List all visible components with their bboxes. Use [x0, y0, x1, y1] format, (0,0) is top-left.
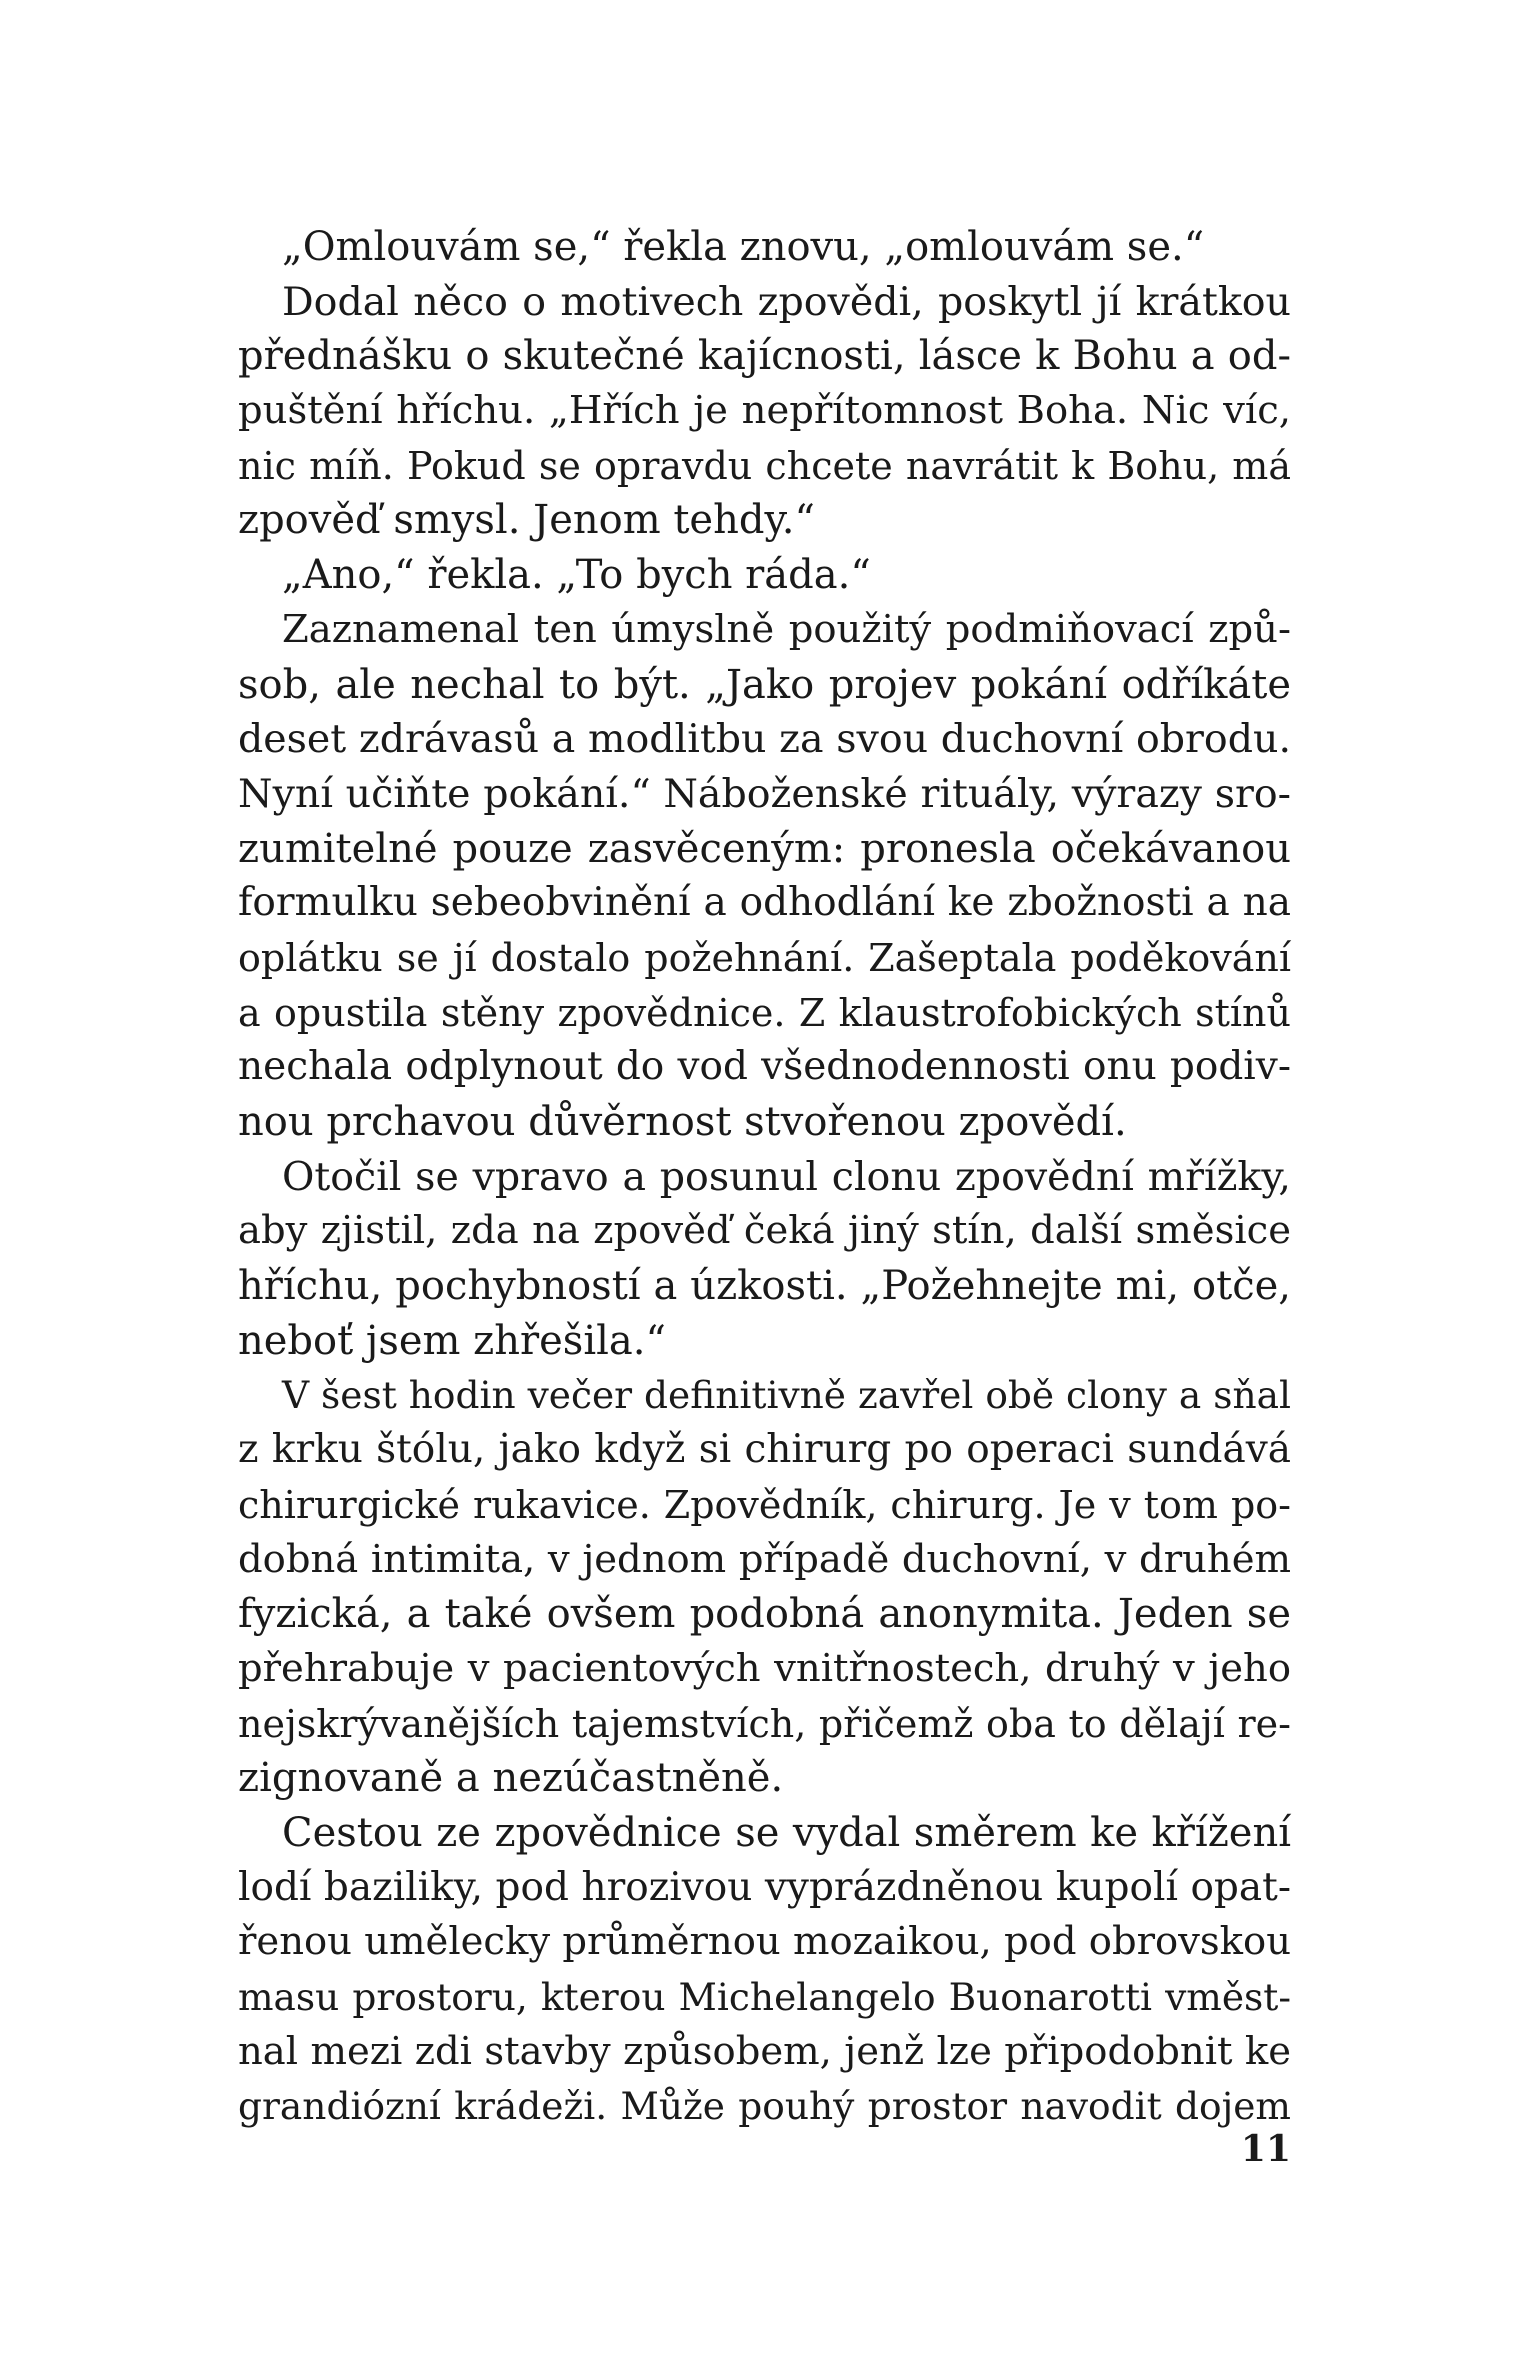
text-line: masu prostoru, kterou Michelangelo Buonarotti vměst- [238, 1975, 1291, 2019]
paragraph [238, 275, 1291, 548]
text-line: sob, ale nechal to být. „Jako projev pokání odříkáte [238, 661, 1291, 708]
text-line: řenou umělecky průměrnou mozaikou, pod obrovskou [238, 1919, 1291, 1965]
text-line: nal mezi zdi stavby způsobem, jenž lze připodobnit ke [238, 2028, 1291, 2074]
text-line: hříchu, pochybností a úzkosti. „Požehnejte mi, otče, [238, 1263, 1291, 1310]
text-line: z krku štólu, jako když si chirurg po operaci sundává [238, 1427, 1291, 1473]
text-line: zignovaně a nezúčastněně. [238, 1755, 784, 1802]
text-line: „Ano,“ řekla. „To bych ráda.“ [282, 552, 871, 599]
page-number: 11 [1240, 2128, 1291, 2170]
text-line: přednášku o skutečné kajícnosti, lásce k Bohu a od- [238, 333, 1291, 380]
text-line: oplátku se jí dostalo požehnání. Zašeptala poděkování [238, 935, 1291, 980]
paragraph [238, 603, 1291, 1150]
text-line: lodí baziliky, pod hrozivou vyprázdněnou kupolí opat- [238, 1864, 1291, 1910]
paragraph [238, 220, 1291, 275]
text-line: Otočil se vpravo a posunul clonu zpovědní mřížky, [282, 1153, 1291, 1200]
text-line: nic míň. Pokud se opravdu chcete navrátit k Bohu, má [238, 443, 1291, 488]
text-line: zpověď smysl. Jenom tehdy.“ [238, 497, 815, 544]
paragraph [238, 548, 1291, 603]
text-line: „Omlouvám se,“ řekla znovu, „omlouvám se.“ [282, 224, 1205, 270]
text-line: fyzická, a také ovšem podobná anonymita. Jeden se [238, 1591, 1291, 1638]
text-line: chirurgické rukavice. Zpovědník, chirurg. Je v tom po- [238, 1482, 1291, 1527]
paragraph [238, 1368, 1291, 1806]
text-line: nou prchavou důvěrnost stvořenou zpovědí. [238, 1099, 1127, 1145]
body-text [238, 220, 1291, 2134]
text-line: zumitelné pouze zasvěceným: pronesla očekávanou [238, 825, 1291, 872]
text-line: přehrabuje v pacientových vnitřnostech, druhý v jeho [238, 1645, 1291, 1691]
text-line: V šest hodin večer definitivně zavřel obě clony a sňal [282, 1373, 1291, 1418]
text-line: nejskrývanějších tajemstvích, přičemž oba to dělají re- [238, 1701, 1291, 1746]
text-line: Nyní učiňte pokání.“ Náboženské rituály, výrazy sro- [238, 770, 1291, 817]
paragraph [238, 1150, 1291, 1369]
text-line: deset zdrávasů a modlitbu za svou duchovní obrodu. [238, 716, 1291, 763]
text-line: Cestou ze zpovědnice se vydal směrem ke křížení [282, 1809, 1291, 1856]
text-line: aby zjistil, zda na zpověď čeká jiný stín, další směsice [238, 1208, 1291, 1254]
text-line: neboť jsem zhřešila.“ [238, 1317, 666, 1364]
text-line: Zaznamenal ten úmyslně použitý podmiňovací způ- [282, 606, 1291, 652]
text-line: formulku sebeobvinění a odhodlání ke zbožnosti a na [238, 880, 1291, 926]
text-line: grandiózní krádeži. Může pouhý prostor navodit dojem [238, 2084, 1291, 2129]
text-line: dobná intimita, v jednom případě duchovní, v druhém [238, 1536, 1291, 1582]
text-line: Dodal něco o motivech zpovědi, poskytl jí krátkou [282, 278, 1291, 325]
text-line: nechala odplynout do vod všednodennosti onu podiv- [238, 1044, 1291, 1090]
paragraph [238, 1806, 1291, 2134]
text-line: a opustila stěny zpovědnice. Z klaustrofobických stínů [238, 990, 1291, 1035]
text-line: puštění hříchu. „Hřích je nepřítomnost Boha. Nic víc, [238, 388, 1291, 434]
